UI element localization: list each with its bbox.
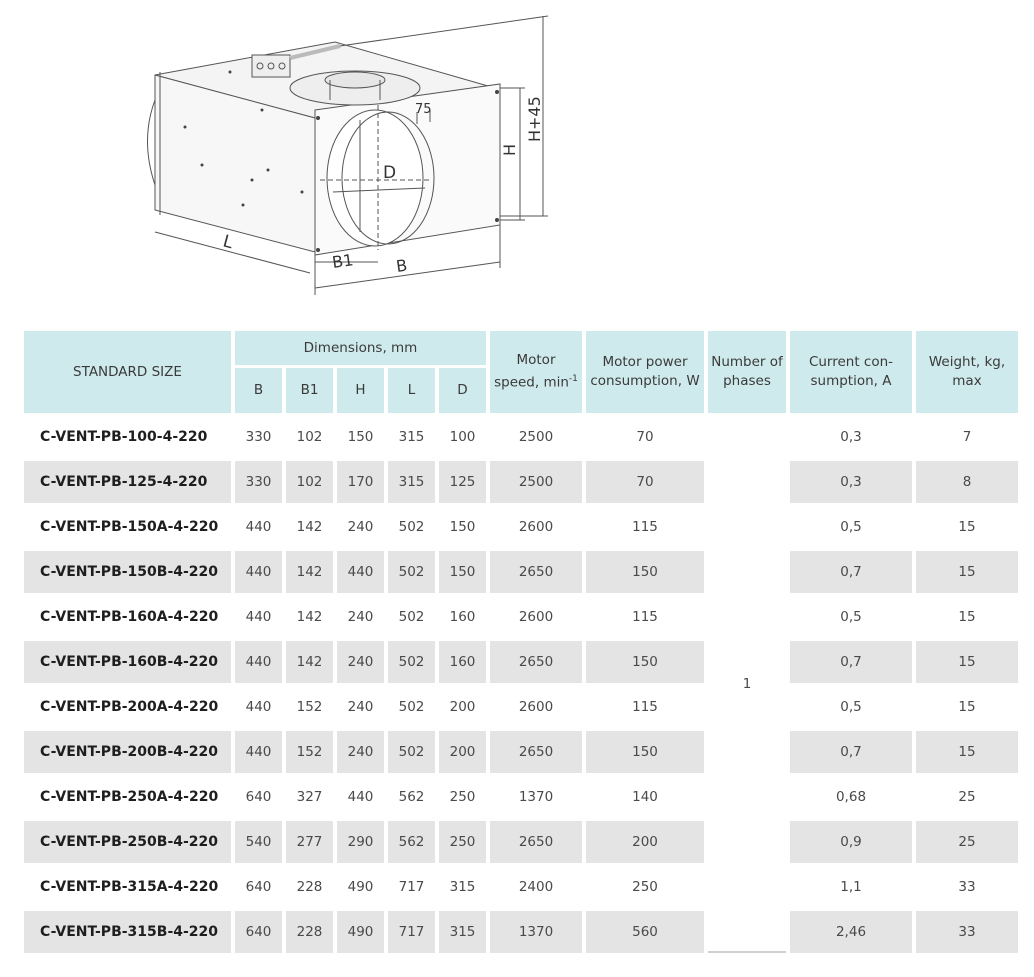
cell-b: 440 [235,731,282,773]
cell-speed: 1370 [490,911,582,953]
cell-current: 0,3 [790,461,912,503]
cell-current: 0,5 [840,519,862,535]
cell-d: 250 [449,789,476,805]
header-dim-b: B [235,368,282,413]
cell-standard-size: C-VENT-PB-250A-4-220 [40,789,219,805]
cell-b: 440 [235,551,282,593]
table-row [24,731,1018,773]
cell-power: 150 [586,731,704,773]
cell-l: 562 [398,789,425,805]
cell-d: 315 [449,879,476,895]
header-motor-power: Motor power consumption, W [586,331,704,413]
cell-power: 115 [632,699,658,715]
cell-weight: 15 [916,551,1018,593]
cell-h: 170 [337,461,384,503]
table-row [24,596,1018,638]
cell-power: 560 [586,911,704,953]
header-dim-h: H [337,368,384,413]
cell-b1: 142 [286,641,333,683]
cell-b1: 102 [286,461,333,503]
cell-speed: 2600 [518,699,554,715]
cell-b1: 228 [296,879,323,895]
cell-power: 70 [636,429,654,445]
cell-speed: 2500 [518,429,554,445]
cell-d: 315 [439,911,486,953]
cell-current: 0,9 [790,821,912,863]
cell-h: 240 [337,641,384,683]
cell-current: 0,3 [840,429,862,445]
cell-b: 330 [235,461,282,503]
cell-standard-size: C-VENT-PB-315A-4-220 [40,879,219,895]
cell-standard-size: C-VENT-PB-200A-4-220 [40,699,219,715]
dimension-label-h: H [500,143,519,156]
cell-current: 0,7 [790,731,912,773]
cell-h: 150 [347,429,374,445]
cell-standard-size: C-VENT-PB-150B-4-220 [24,551,231,593]
header-current: Current con-sumption, A [790,331,912,413]
cell-d: 100 [449,429,476,445]
cell-weight: 15 [958,609,976,625]
cell-d: 150 [439,551,486,593]
cell-l: 502 [388,641,435,683]
cell-standard-size: C-VENT-PB-150A-4-220 [40,519,219,535]
cell-current: 2,46 [790,911,912,953]
cell-current: 0,68 [835,789,867,805]
cell-power: 115 [632,519,658,535]
cell-b1: 142 [296,519,323,535]
table-row [24,506,1018,548]
dimension-label-b1: B1 [330,250,355,272]
cell-l: 502 [388,731,435,773]
cell-current: 0,5 [840,609,862,625]
cell-d: 150 [449,519,476,535]
cell-weight: 25 [916,821,1018,863]
cell-h: 240 [347,609,374,625]
cell-h: 290 [337,821,384,863]
cell-standard-size: C-VENT-PB-250B-4-220 [24,821,231,863]
cell-b1: 142 [286,551,333,593]
cell-standard-size: C-VENT-PB-160A-4-220 [40,609,219,625]
table-row [24,866,1018,908]
cell-b1: 327 [296,789,323,805]
cell-speed: 2650 [490,821,582,863]
cell-power: 250 [632,879,658,895]
cell-power: 150 [586,641,704,683]
cell-h: 440 [347,789,374,805]
cell-current: 0,7 [790,641,912,683]
cell-weight: 8 [916,461,1018,503]
header-standard-size: STANDARD SIZE [24,331,231,413]
cell-b1: 277 [286,821,333,863]
header-dim-l: L [388,368,435,413]
cell-power: 200 [586,821,704,863]
cell-b: 440 [245,519,272,535]
cell-speed: 2600 [518,519,554,535]
cell-b: 540 [235,821,282,863]
cell-power: 140 [632,789,658,805]
cell-h: 490 [337,911,384,953]
table-row [24,911,1018,953]
cell-l: 717 [388,911,435,953]
header-motor-speed: Motor speed, $\min^{-1}$ [490,331,582,413]
cell-b1: 142 [296,609,323,625]
cell-speed: 2500 [490,461,582,503]
cell-l: 315 [388,461,435,503]
cell-d: 200 [439,731,486,773]
cell-h: 490 [347,879,374,895]
cell-d: 200 [449,699,476,715]
cell-power: 70 [586,461,704,503]
cell-weight: 15 [916,731,1018,773]
dimension-label-75: 75 [415,102,432,117]
cell-current: 0,5 [840,699,862,715]
header-dimensions: Dimensions, mm [235,331,486,365]
table-row [24,686,1018,728]
cell-standard-size: C-VENT-PB-125-4-220 [24,461,231,503]
cell-d: 160 [439,641,486,683]
cell-current: 0,7 [790,551,912,593]
cell-standard-size: C-VENT-PB-200B-4-220 [24,731,231,773]
header-weight: Weight, kg, max [916,331,1018,413]
cell-current: 1,1 [840,879,862,895]
cell-h: 440 [337,551,384,593]
cell-power: 115 [632,609,658,625]
cell-speed: 1370 [518,789,554,805]
cell-speed: 2650 [490,731,582,773]
cell-weight: 15 [958,519,976,535]
cell-weight: 7 [962,429,972,445]
cell-d: 160 [449,609,476,625]
cell-speed: 2650 [490,641,582,683]
cell-speed: 2600 [518,609,554,625]
cell-l: 717 [398,879,425,895]
dimension-label-b: B [394,255,409,276]
cell-standard-size: C-VENT-PB-315B-4-220 [24,911,231,953]
cell-b1: 152 [286,731,333,773]
cell-power: 150 [586,551,704,593]
fan-technical-drawing [140,10,580,300]
cell-l: 502 [388,551,435,593]
dimension-label-h45: H+45 [525,96,544,142]
cell-l: 502 [398,699,425,715]
table-body [24,416,1018,953]
cell-h: 240 [347,519,374,535]
cell-h: 240 [347,699,374,715]
cell-b: 330 [245,429,272,445]
cell-b: 440 [245,699,272,715]
cell-l: 315 [398,429,425,445]
cell-h: 240 [337,731,384,773]
cell-speed: 2400 [518,879,554,895]
table-row [24,461,1018,503]
dimension-label-d: D [383,163,397,183]
table-row [24,821,1018,863]
cell-b: 640 [235,911,282,953]
cell-speed: 2650 [490,551,582,593]
cell-weight: 33 [958,879,976,895]
cell-standard-size: C-VENT-PB-100-4-220 [40,429,208,445]
cell-b: 440 [235,641,282,683]
table-row [24,416,1018,458]
dimension-label-l: L [220,231,236,254]
cell-b: 640 [245,789,272,805]
cell-b1: 228 [286,911,333,953]
table-row [24,641,1018,683]
cell-weight: 25 [958,789,976,805]
header-phases: Number of phases [708,331,786,413]
cell-b1: 152 [296,699,323,715]
header-dim-b1: B1 [286,368,333,413]
table-row [24,776,1018,818]
cell-d: 250 [439,821,486,863]
cell-l: 562 [388,821,435,863]
cell-b: 440 [245,609,272,625]
cell-weight: 33 [916,911,1018,953]
cell-weight: 15 [916,641,1018,683]
cell-l: 502 [398,609,425,625]
cell-b1: 102 [296,429,323,445]
cell-standard-size: C-VENT-PB-160B-4-220 [24,641,231,683]
cell-weight: 15 [958,699,976,715]
cell-l: 502 [398,519,425,535]
header-dim-d: D [439,368,486,413]
cell-b: 640 [245,879,272,895]
specification-table [20,328,1022,956]
cell-d: 125 [439,461,486,503]
table-row [24,551,1018,593]
cell-phases: 1 [708,416,786,953]
